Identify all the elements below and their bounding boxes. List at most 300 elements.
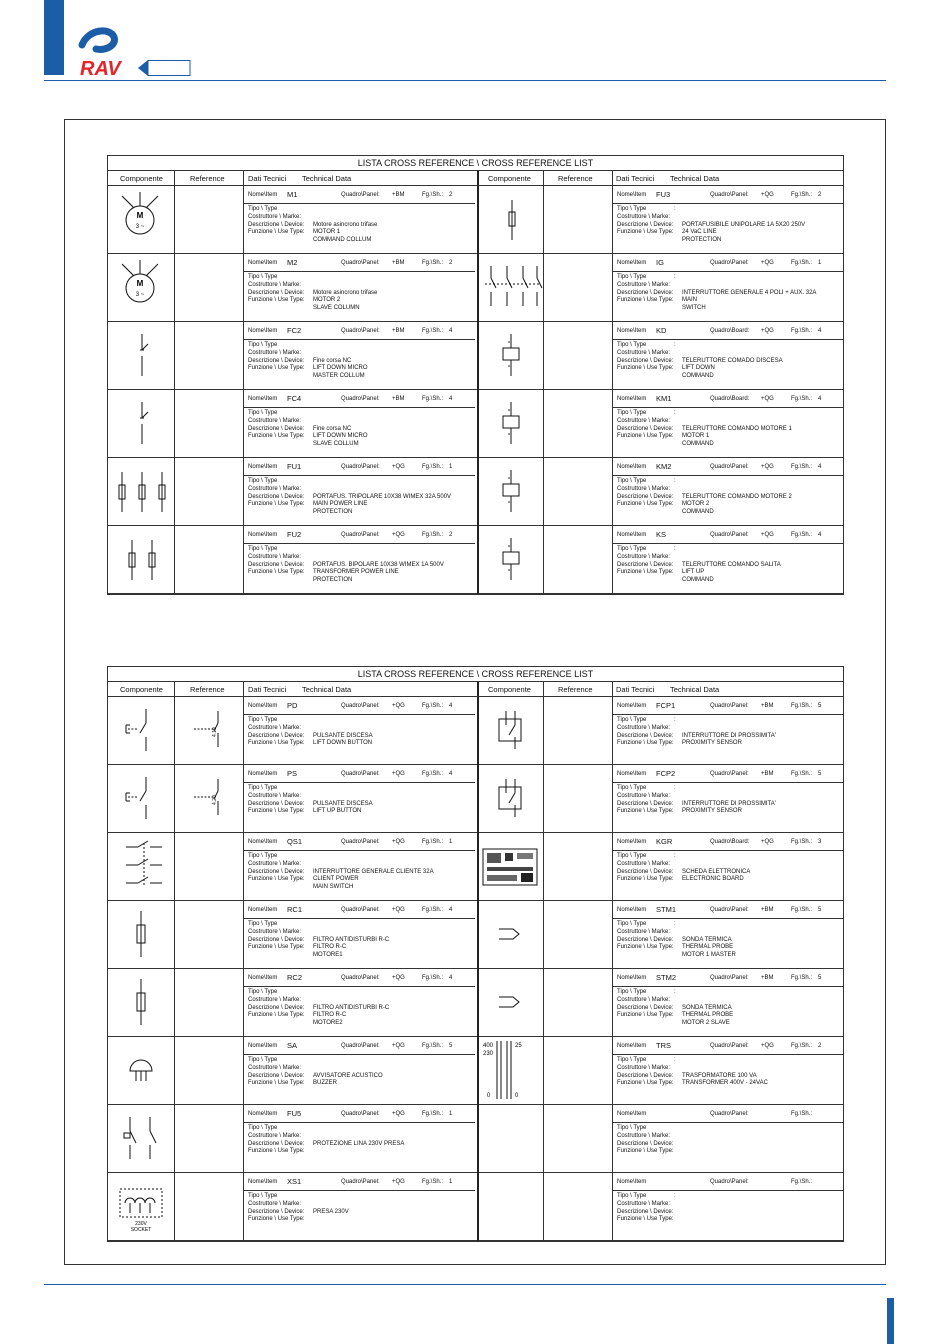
- type-label: Tipo \ Type: [248, 206, 278, 212]
- panel-label: Quadro\Panel:: [341, 703, 380, 709]
- item-label: Nome\Item: [617, 328, 647, 334]
- panel-value: +QG: [392, 464, 405, 470]
- device-value: Fine corsa NC: [313, 357, 352, 364]
- use-type-label: Funzione \ Use Type:: [248, 501, 305, 508]
- type-value: :: [674, 1193, 676, 1199]
- use-type-value: PROTECTION: [313, 508, 353, 515]
- trs-in-0: 0: [487, 1093, 491, 1099]
- sheet-label: Fg.\Sh.:: [791, 975, 813, 981]
- sheet-label: Fg.\Sh.:: [791, 464, 813, 470]
- trs-out-0: 0: [515, 1093, 519, 1099]
- item-code: FCP1: [656, 701, 676, 710]
- row-right: [477, 901, 843, 968]
- sheet-value: 1: [449, 1179, 453, 1185]
- type-label: Tipo \ Type: [617, 478, 647, 484]
- col-componente: Componente: [488, 174, 531, 183]
- sheet-label: Fg.\Sh.:: [422, 907, 444, 913]
- item-line: [244, 390, 475, 408]
- use-type-label: Funzione \ Use Type:: [617, 876, 674, 883]
- item-label: Nome\Item: [248, 532, 278, 538]
- type-label: Tipo \ Type: [248, 546, 278, 552]
- item-label: Nome\Item: [617, 532, 647, 538]
- marke-label: Costruttore \ Marke:: [248, 349, 302, 356]
- item-line: [613, 901, 843, 919]
- item-line: [613, 833, 843, 851]
- device-value: PORTAFUSIBILE UNIPOLARE 1A 5X20 250V: [682, 221, 806, 228]
- technical-data: [244, 1173, 475, 1240]
- panel-value: +BM: [761, 771, 774, 777]
- reference-symbol: [174, 765, 242, 832]
- column-divider: [174, 697, 175, 1241]
- use-type-value: SWITCH: [682, 304, 706, 311]
- technical-data: [244, 697, 475, 764]
- device-label: Descrizione \ Device:: [248, 936, 305, 943]
- component-symbol-none: [477, 1105, 543, 1172]
- technical-data: [613, 833, 843, 900]
- item-label: Nome\Item: [248, 703, 278, 709]
- item-code: SA: [287, 1041, 298, 1050]
- use-type-value: 24 VaC LINE: [682, 229, 717, 235]
- item-line: [613, 697, 843, 715]
- item-label: Nome\Item: [617, 396, 647, 402]
- sheet-value: 4: [818, 532, 822, 538]
- sheet-label: Fg.\Sh.:: [422, 771, 444, 777]
- use-type-value: COMMAND: [682, 508, 714, 515]
- sheet-label: Fg.\Sh.:: [791, 703, 813, 709]
- item-code: RC2: [287, 973, 303, 982]
- use-type-label: Funzione \ Use Type:: [248, 1012, 305, 1019]
- type-label: Tipo \ Type: [617, 410, 647, 416]
- column-divider: [612, 186, 613, 594]
- panel-value: +QG: [761, 532, 774, 538]
- type-value: :: [674, 717, 676, 723]
- type-label: Tipo \ Type: [617, 989, 647, 995]
- use-type-value: COMMAND: [682, 440, 714, 447]
- technical-data: [244, 254, 475, 321]
- use-type-label: Funzione \ Use Type:: [248, 1148, 305, 1155]
- col-technical-data: Technical Data: [302, 685, 352, 694]
- sheet-label: Fg.\Sh.:: [422, 328, 444, 334]
- technical-data: [244, 1105, 475, 1172]
- item-code: FC4: [287, 394, 302, 403]
- sheet-value: 4: [449, 907, 453, 913]
- device-value: PORTAFUS. BIPOLARE 10X38 WIMEX 1A 500V: [313, 561, 444, 568]
- marke-label: Costruttore \ Marke:: [248, 213, 302, 220]
- col-reference: Reference: [190, 685, 225, 694]
- type-label: Tipo \ Type: [248, 1057, 278, 1063]
- technical-data: [244, 833, 475, 900]
- panel-value: +BM: [392, 396, 405, 402]
- device-label: Descrizione \ Device:: [248, 800, 305, 807]
- row-right: [477, 526, 843, 593]
- item-label: Nome\Item: [617, 703, 647, 709]
- component-symbol-probe: [477, 901, 543, 968]
- sheet-label: Fg.\Sh.:: [791, 260, 813, 266]
- marke-label: Costruttore \ Marke:: [617, 1200, 671, 1207]
- device-value: TRASFORMATORE 100 VA: [682, 1072, 757, 1079]
- column-divider: [612, 697, 613, 1241]
- technical-data: [613, 1173, 843, 1240]
- marke-label: Costruttore \ Marke:: [617, 724, 671, 731]
- use-type-label: Funzione \ Use Type:: [617, 808, 674, 815]
- panel-label: Quadro\Panel:: [710, 192, 749, 198]
- item-line: [613, 186, 843, 204]
- panel-label: Quadro\Panel:: [341, 1179, 380, 1185]
- panel-label: Quadro\Panel:: [341, 192, 380, 198]
- sheet-label: Fg.\Sh.:: [791, 1043, 813, 1049]
- column-divider: [243, 186, 244, 594]
- marke-label: Costruttore \ Marke:: [248, 860, 302, 867]
- column-divider: [477, 186, 479, 594]
- component-symbol-transformer: [477, 1037, 543, 1104]
- technical-data: [613, 526, 843, 593]
- component-symbol-limit: [108, 390, 174, 457]
- use-type-value: MOTOR 1 MASTER: [682, 951, 736, 958]
- type-value: :: [674, 853, 676, 859]
- row-left: [108, 1037, 475, 1104]
- socket-label-1: 230V: [135, 1221, 147, 1227]
- use-type-value: MOTOR 1: [313, 229, 341, 235]
- column-divider: [243, 697, 244, 1241]
- marke-label: Costruttore \ Marke:: [248, 1064, 302, 1071]
- panel-value: +QG: [761, 1043, 774, 1049]
- device-label: Descrizione \ Device:: [617, 425, 674, 432]
- row-left: [108, 969, 475, 1036]
- technical-data: [613, 322, 843, 389]
- type-value: :: [674, 410, 676, 416]
- use-type-label: Funzione \ Use Type:: [248, 876, 305, 883]
- sheet-label: Fg.\Sh.:: [791, 771, 813, 777]
- item-label: Nome\Item: [617, 1179, 647, 1185]
- panel-value: +QG: [392, 1179, 405, 1185]
- use-type-label: Funzione \ Use Type:: [617, 1216, 674, 1223]
- type-value: :: [674, 1057, 676, 1063]
- item-code: KD: [656, 326, 667, 335]
- col-componente: Componente: [488, 685, 531, 694]
- type-label: Tipo \ Type: [248, 989, 278, 995]
- use-type-label: Funzione \ Use Type:: [617, 944, 674, 951]
- table-row: [108, 833, 843, 901]
- reference-label: 4.20: [212, 795, 218, 805]
- technical-data: [613, 1105, 843, 1172]
- sheet-label: Fg.\Sh.:: [422, 260, 444, 266]
- use-type-value: FILTRO R-C: [313, 1012, 347, 1018]
- column-divider: [543, 186, 544, 594]
- marke-label: Costruttore \ Marke:: [248, 792, 302, 799]
- item-line: [244, 458, 475, 476]
- item-line: [613, 526, 843, 544]
- use-type-value: MOTORE1: [313, 951, 343, 958]
- row-right: [477, 322, 843, 389]
- header-rule: [44, 80, 886, 81]
- marke-label: Costruttore \ Marke:: [617, 213, 671, 220]
- type-label: Tipo \ Type: [248, 410, 278, 416]
- type-label: Tipo \ Type: [248, 717, 278, 723]
- sheet-value: 4: [449, 328, 453, 334]
- sheet-value: 2: [449, 192, 453, 198]
- item-label: Nome\Item: [617, 1111, 647, 1117]
- component-symbol-push: [108, 697, 174, 764]
- col-reference: Reference: [190, 174, 225, 183]
- col-reference: Reference: [558, 174, 593, 183]
- sheet-label: Fg.\Sh.:: [791, 396, 813, 402]
- trs-in-230: 230: [483, 1051, 494, 1057]
- table-row: [108, 322, 843, 390]
- device-label: Descrizione \ Device:: [248, 1208, 305, 1215]
- panel-value: +BM: [761, 975, 774, 981]
- use-type-value: LIFT DOWN BUTTON: [313, 740, 373, 746]
- panel-label: Quadro\Panel:: [341, 839, 380, 845]
- col-dati-tecnici: Dati Tecnici: [248, 174, 287, 183]
- row-right: [477, 458, 843, 525]
- type-label: Tipo \ Type: [248, 921, 278, 927]
- type-label: Tipo \ Type: [617, 853, 647, 859]
- type-label: Tipo \ Type: [617, 1193, 647, 1199]
- trs-in-400: 400: [483, 1043, 494, 1049]
- device-label: Descrizione \ Device:: [617, 493, 674, 500]
- use-type-value: TRANSFORMER POWER LINE: [313, 569, 399, 575]
- marke-label: Costruttore \ Marke:: [617, 281, 671, 288]
- use-type-value: MOTOR 2: [313, 297, 341, 303]
- panel-value: +BM: [392, 328, 405, 334]
- use-type-label: Funzione \ Use Type:: [248, 229, 305, 236]
- sheet-value: 4: [449, 771, 453, 777]
- panel-value: +BM: [392, 192, 405, 198]
- device-label: Descrizione \ Device:: [617, 732, 674, 739]
- table-row: [108, 254, 843, 322]
- use-type-label: Funzione \ Use Type:: [617, 1012, 674, 1019]
- item-label: Nome\Item: [248, 192, 278, 198]
- panel-value: +QG: [392, 1043, 405, 1049]
- marke-label: Costruttore \ Marke:: [617, 996, 671, 1003]
- item-line: [244, 526, 475, 544]
- use-type-value: PROTECTION: [313, 576, 353, 583]
- type-label: Tipo \ Type: [248, 342, 278, 348]
- motor-label: M: [136, 211, 144, 220]
- type-label: Tipo \ Type: [617, 274, 647, 280]
- item-code: STM1: [656, 905, 677, 914]
- technical-data: [613, 254, 843, 321]
- technical-data: [244, 1037, 475, 1104]
- item-line: [244, 833, 475, 851]
- type-label: Tipo \ Type: [617, 785, 647, 791]
- use-type-label: Funzione \ Use Type:: [248, 740, 305, 747]
- use-type-value: LIFT DOWN MICRO: [313, 365, 368, 371]
- row-right: [477, 390, 843, 457]
- device-label: Descrizione \ Device:: [248, 425, 305, 432]
- panel-value: +QG: [392, 703, 405, 709]
- device-label: Descrizione \ Device:: [248, 221, 305, 228]
- panel-label: Quadro\Panel:: [341, 396, 380, 402]
- col-technical-data: Technical Data: [302, 174, 352, 183]
- use-type-value: ELECTRONIC BOARD: [682, 876, 744, 882]
- device-value: INTERRUTTORE GENERALE 4 POLI + AUX. 32A: [682, 289, 817, 296]
- use-type-value: LIFT DOWN: [682, 365, 715, 371]
- table-row: [108, 1105, 843, 1173]
- item-line: [244, 322, 475, 340]
- device-value: Motore asincrono trifase: [313, 221, 378, 228]
- table-row: [108, 901, 843, 969]
- panel-value: +QG: [761, 192, 774, 198]
- use-type-value: THERMAL PROBE: [682, 1012, 734, 1018]
- type-label: Tipo \ Type: [248, 1125, 278, 1131]
- item-code: FU1: [287, 462, 302, 471]
- technical-data: [613, 901, 843, 968]
- sheet-value: 2: [818, 192, 822, 198]
- item-label: Nome\Item: [248, 1111, 278, 1117]
- device-label: Descrizione \ Device:: [248, 357, 305, 364]
- item-label: Nome\Item: [617, 192, 647, 198]
- brand-logo: [74, 25, 124, 79]
- device-label: Descrizione \ Device:: [617, 1140, 674, 1147]
- panel-label: Quadro\Panel:: [710, 464, 749, 470]
- item-label: Nome\Item: [617, 1043, 647, 1049]
- use-type-label: Funzione \ Use Type:: [617, 501, 674, 508]
- footer-accent-bar: [887, 1298, 894, 1344]
- type-value: :: [674, 274, 676, 280]
- panel-value: +QG: [761, 464, 774, 470]
- table-row: [108, 1037, 843, 1105]
- item-line: [244, 901, 475, 919]
- technical-data: [244, 969, 475, 1036]
- row-right: [477, 969, 843, 1036]
- panel-value: +QG: [392, 1111, 405, 1117]
- marke-label: Costruttore \ Marke:: [248, 724, 302, 731]
- row-right: [477, 1037, 843, 1104]
- item-code: FU3: [656, 190, 671, 199]
- component-symbol-buzzer: [108, 1037, 174, 1104]
- device-label: Descrizione \ Device:: [617, 800, 674, 807]
- panel-label: Quadro\Panel:: [710, 1111, 749, 1117]
- item-line: [244, 1037, 475, 1055]
- cross-reference-table-1: [107, 155, 844, 595]
- use-type-value: CLIENT POWER: [313, 876, 359, 882]
- marke-label: Costruttore \ Marke:: [248, 485, 302, 492]
- item-code: TRS: [656, 1041, 671, 1050]
- device-label: Descrizione \ Device:: [248, 1140, 305, 1147]
- type-value: :: [674, 206, 676, 212]
- use-type-label: Funzione \ Use Type:: [617, 1080, 674, 1087]
- header-accent-bar: [44, 0, 64, 75]
- sheet-value: 5: [449, 1043, 453, 1049]
- row-left: [108, 390, 475, 457]
- sheet-value: 1: [449, 1111, 453, 1117]
- sheet-value: 4: [449, 703, 453, 709]
- sheet-value: 2: [818, 1043, 822, 1049]
- type-value: :: [674, 342, 676, 348]
- item-line: [244, 186, 475, 204]
- item-label: Nome\Item: [617, 260, 647, 266]
- type-label: Tipo \ Type: [617, 546, 647, 552]
- row-left: [108, 322, 475, 389]
- marke-label: Costruttore \ Marke:: [617, 1064, 671, 1071]
- item-label: Nome\Item: [617, 975, 647, 981]
- panel-value: +QG: [761, 396, 774, 402]
- row-left: [108, 458, 475, 525]
- sheet-label: Fg.\Sh.:: [422, 192, 444, 198]
- type-value: :: [674, 546, 676, 552]
- item-code: FU5: [287, 1109, 302, 1118]
- socket-label-2: SOCKET: [130, 1227, 152, 1233]
- row-left: [108, 901, 475, 968]
- item-line: [613, 390, 843, 408]
- item-code: QS1: [287, 837, 303, 846]
- table-row: [108, 186, 843, 254]
- type-label: Tipo \ Type: [248, 478, 278, 484]
- device-label: Descrizione \ Device:: [248, 289, 305, 296]
- device-value: TELERUTTORE COMANDO SALITA: [682, 561, 781, 568]
- col-technical-data: Technical Data: [670, 685, 720, 694]
- item-label: Nome\Item: [248, 260, 278, 266]
- row-right: [477, 186, 843, 253]
- panel-label: Quadro\Panel:: [710, 975, 749, 981]
- item-code: M2: [287, 258, 298, 267]
- marke-label: Costruttore \ Marke:: [617, 792, 671, 799]
- cross-reference-table-2: [107, 666, 844, 1242]
- panel-value: +QG: [392, 975, 405, 981]
- panel-label: Quadro\Panel:: [710, 532, 749, 538]
- item-label: Nome\Item: [248, 328, 278, 334]
- use-type-value: LIFT UP BUTTON: [313, 808, 362, 814]
- component-symbol-push: [108, 765, 174, 832]
- use-type-label: Funzione \ Use Type:: [617, 365, 674, 372]
- component-symbol-breaker: [108, 1105, 174, 1172]
- row-left: [108, 765, 475, 832]
- use-type-value: MAIN SWITCH: [313, 883, 354, 890]
- use-type-value: BUZZER: [313, 1080, 337, 1086]
- marke-label: Costruttore \ Marke:: [248, 281, 302, 288]
- type-label: Tipo \ Type: [248, 785, 278, 791]
- component-symbol-switch3: [108, 833, 174, 900]
- type-label: Tipo \ Type: [617, 921, 647, 927]
- marke-label: Costruttore \ Marke:: [617, 485, 671, 492]
- row-right: [477, 1105, 843, 1172]
- technical-data: [613, 969, 843, 1036]
- device-label: Descrizione \ Device:: [617, 936, 674, 943]
- row-right: [477, 765, 843, 832]
- panel-label: Quadro\Panel:: [341, 771, 380, 777]
- item-code: KM2: [656, 462, 672, 471]
- item-code: KS: [656, 530, 667, 539]
- technical-data: [244, 390, 475, 457]
- type-value: :: [674, 478, 676, 484]
- device-value: INTERRUTTORE DI PROSSIMITA': [682, 800, 776, 807]
- technical-data: [244, 322, 475, 389]
- back-arrow-icon[interactable]: [138, 60, 191, 76]
- use-type-label: Funzione \ Use Type:: [617, 229, 674, 236]
- device-label: Descrizione \ Device:: [617, 221, 674, 228]
- use-type-value: MAIN: [682, 297, 697, 303]
- device-value: PROTEZIONE LINA 230V PRESA: [313, 1140, 405, 1147]
- table-row: [108, 526, 843, 594]
- trs-out-25: 25: [515, 1043, 522, 1049]
- panel-label: Quadro\Panel:: [341, 907, 380, 913]
- component-symbol-fuse3: [108, 458, 174, 525]
- technical-data: [613, 186, 843, 253]
- sheet-label: Fg.\Sh.:: [422, 532, 444, 538]
- panel-value: +QG: [761, 328, 774, 334]
- item-label: Nome\Item: [248, 464, 278, 470]
- device-label: Descrizione \ Device:: [617, 1208, 674, 1215]
- col-reference: Reference: [558, 685, 593, 694]
- use-type-value: COMMAND COLLUM: [313, 236, 372, 243]
- row-left: [108, 186, 475, 253]
- use-type-label: Funzione \ Use Type:: [617, 569, 674, 576]
- sheet-value: 2: [449, 260, 453, 266]
- item-label: Nome\Item: [248, 1179, 278, 1185]
- sheet-label: Fg.\Sh.:: [791, 192, 813, 198]
- row-left: [108, 1105, 475, 1172]
